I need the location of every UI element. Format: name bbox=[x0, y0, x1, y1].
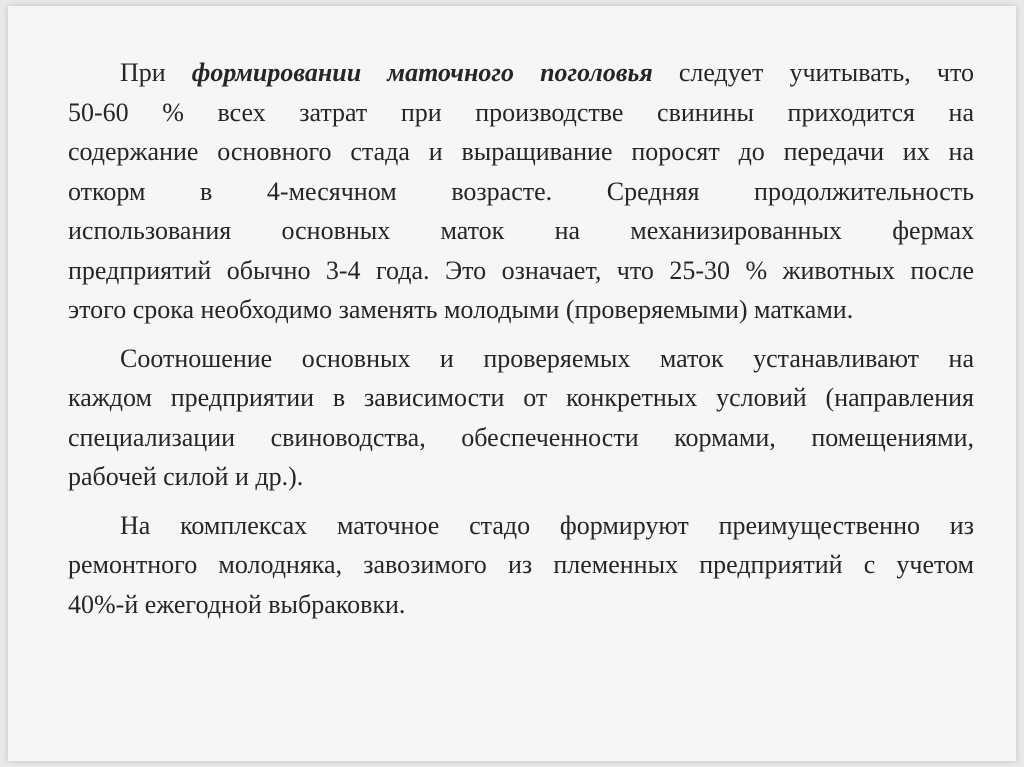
paragraph-line: каждом предприятии в зависимости от конкретных условий (направления bbox=[68, 383, 974, 412]
emphasized-term: формировании маточного поголовья bbox=[191, 58, 653, 87]
paragraph-line: откорм в 4-месячном возрасте. Средняя продолжительность bbox=[68, 176, 974, 206]
paragraph-line bbox=[68, 339, 974, 379]
text-run: Соотношение основных и проверяемых маток устанавливают на bbox=[120, 343, 974, 373]
text-run: На комплексах маточное стадо формируют преимущественно из bbox=[120, 510, 974, 540]
text-run: При bbox=[120, 58, 192, 87]
paragraph-2 bbox=[68, 339, 974, 497]
text-run: следует учитывать, что bbox=[652, 58, 974, 87]
paragraph-line: ремонтного молодняка, завозимого из племенных предприятий с учетом bbox=[68, 550, 974, 579]
paragraph-line bbox=[68, 53, 974, 93]
paragraph-line: использования основных маток на механизированных фермах bbox=[68, 216, 974, 245]
paragraph-line: специализации свиноводства, обеспеченности кормами, помещениями, bbox=[68, 422, 974, 452]
paragraph-line: 40%-й ежегодной выбраковки. bbox=[68, 589, 406, 619]
paragraph-line: 50-60 % всех затрат при производстве свинины приходится на bbox=[68, 97, 974, 127]
paragraph-line bbox=[68, 506, 974, 546]
text-block bbox=[68, 53, 974, 633]
paragraph-line: этого срока необходимо заменять молодыми (проверяемыми) матками. bbox=[68, 295, 854, 324]
paragraph-line: предприятий обычно 3-4 года. Это означает, что 25-30 % животных после bbox=[68, 255, 974, 285]
slide-panel bbox=[8, 6, 1016, 761]
paragraph-line: рабочей силой и др.). bbox=[68, 462, 304, 491]
paragraph-line: содержание основного стада и выращивание поросят до передачи их на bbox=[68, 137, 974, 166]
paragraph-1 bbox=[68, 53, 974, 330]
paragraph-3 bbox=[68, 506, 974, 625]
